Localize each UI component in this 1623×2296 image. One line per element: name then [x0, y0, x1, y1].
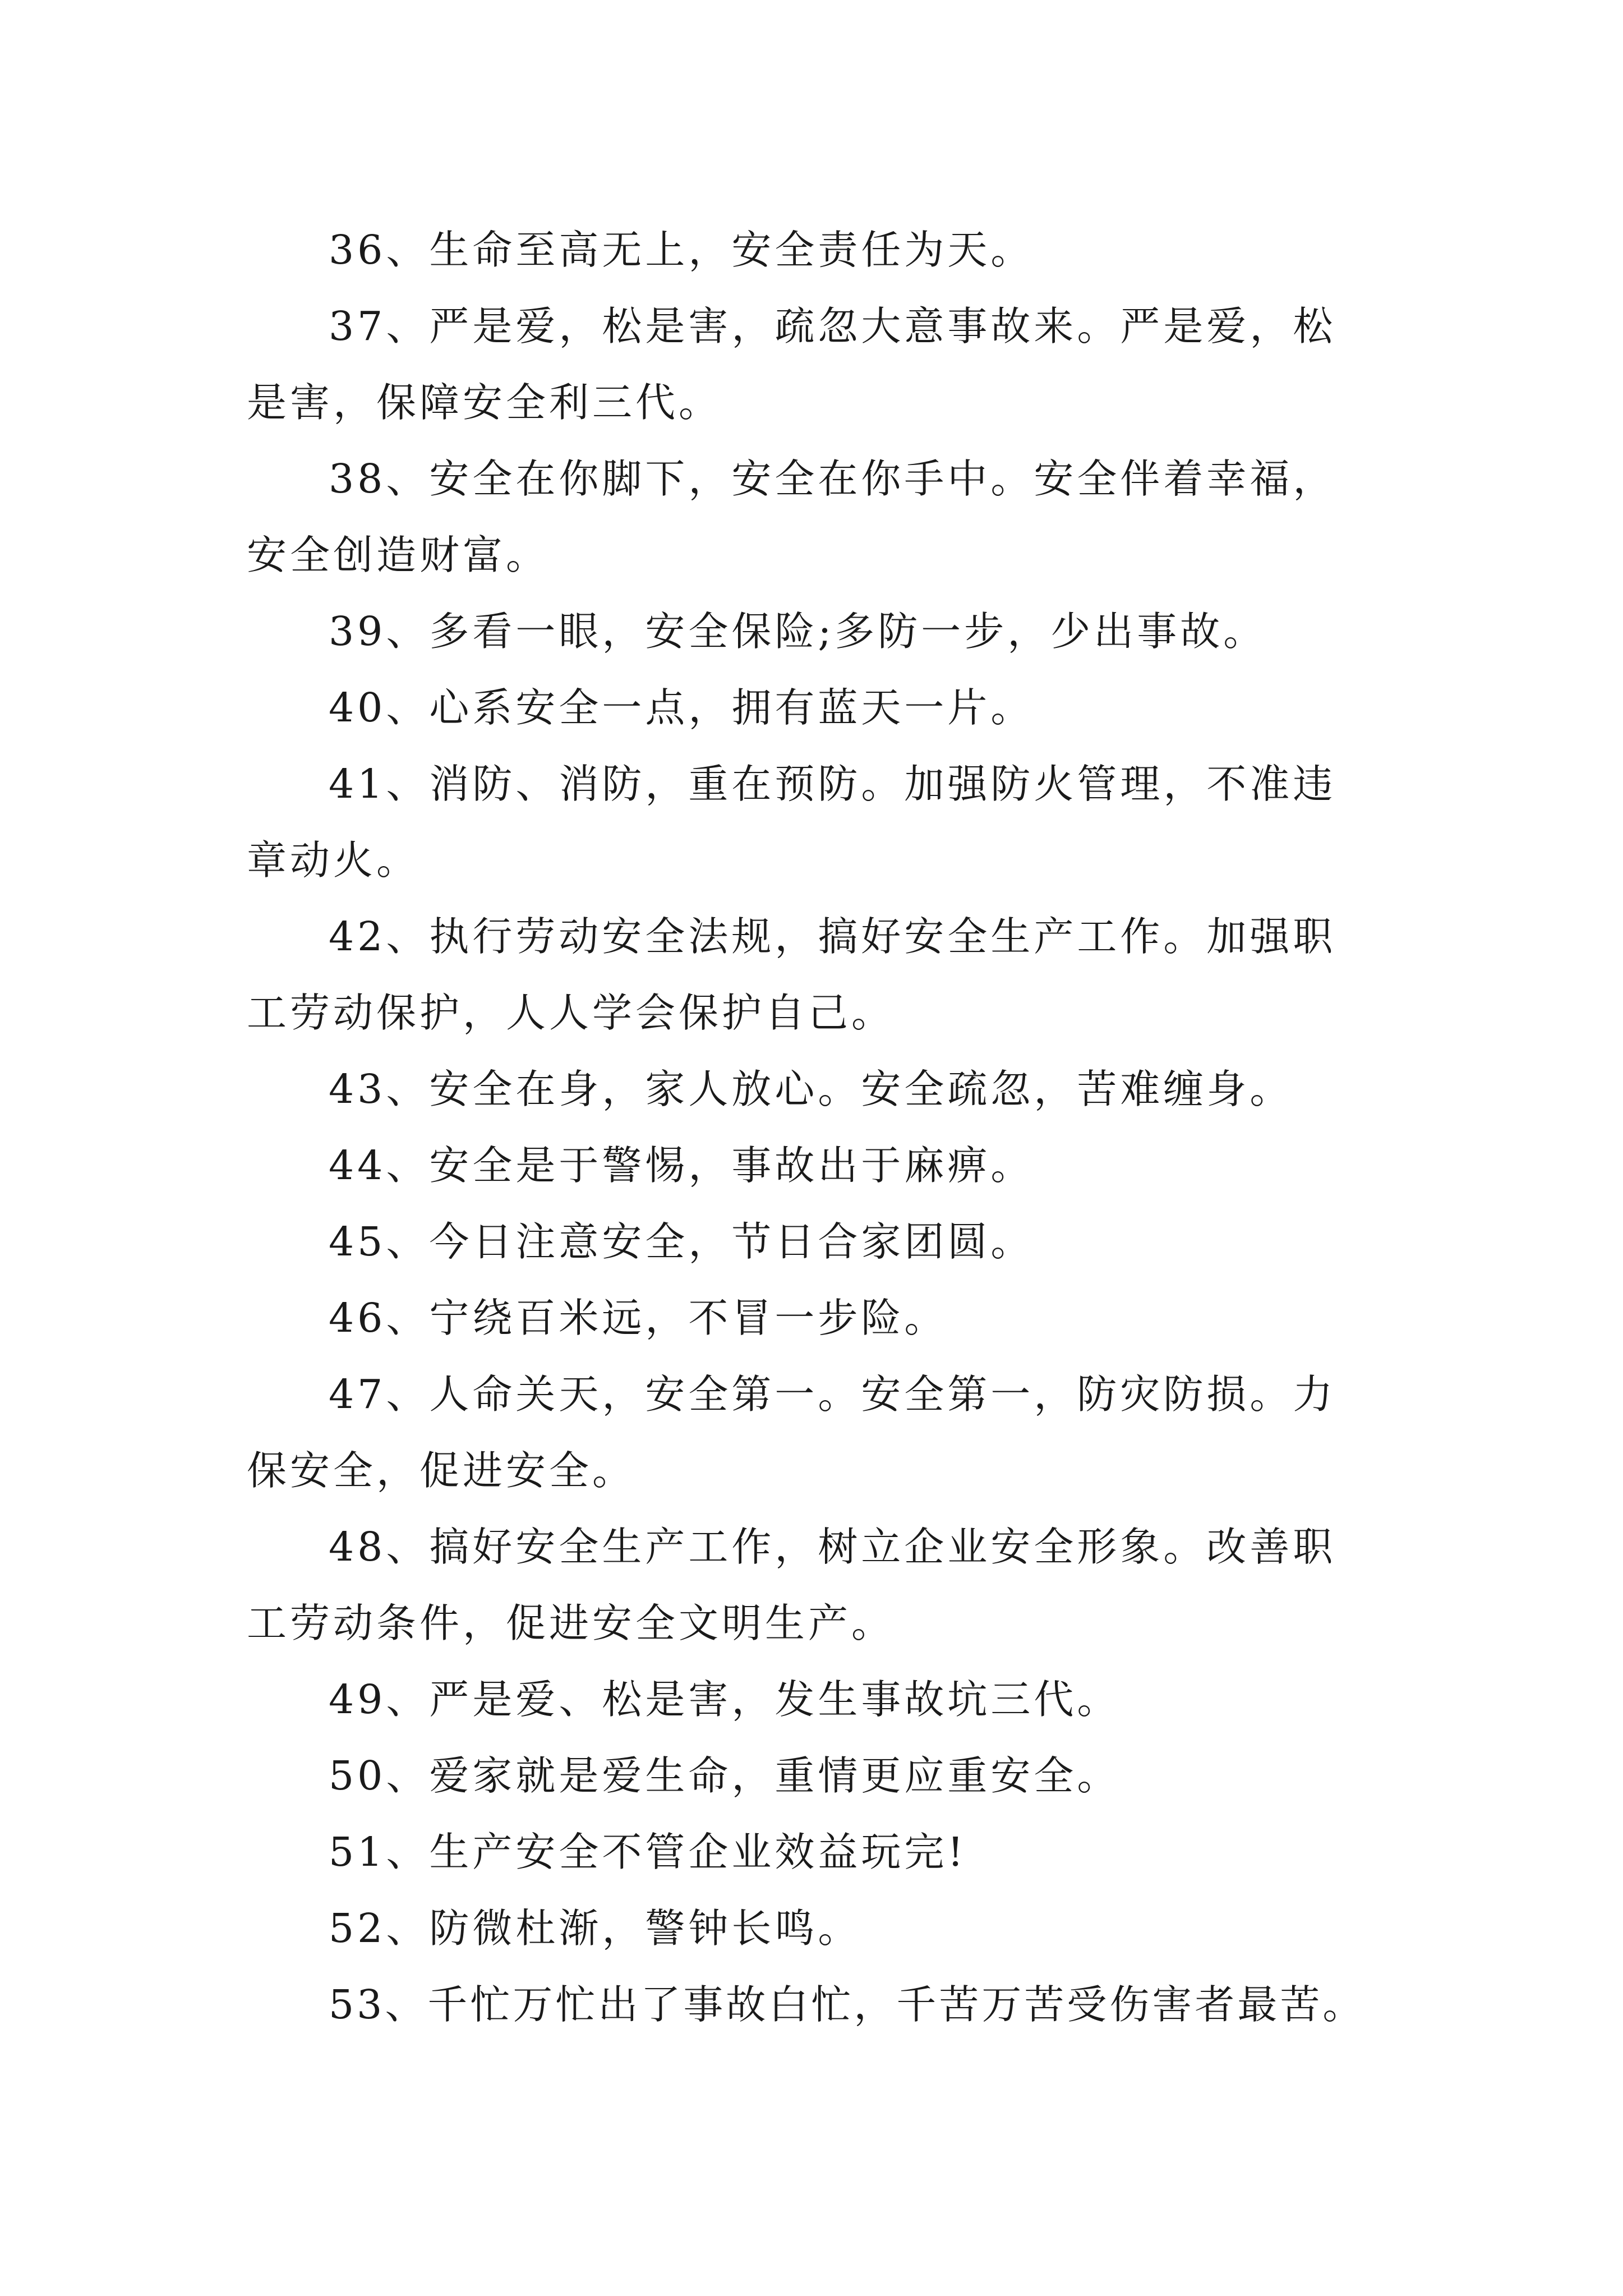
slogan-item-37: 37、严是爱，松是害，疏忽大意事故来。严是爱，松是害，保障安全利三代。: [247, 303, 1336, 426]
slogan-item-53: 53、千忙万忙出了事故白忙，千苦万苦受伤害者最苦。: [329, 1981, 1366, 2028]
slogan-item-43: 43、安全在身，家人放心。安全疏忽，苦难缠身。: [329, 1066, 1293, 1112]
slogan-item-49: 49、严是爱、松是害，发生事故坑三代。: [329, 1676, 1121, 1723]
slogan-item-46: 46、宁绕百米远，不冒一步险。: [329, 1295, 948, 1341]
slogan-item-51: 51、生产安全不管企业效益玩完!: [329, 1829, 967, 1875]
slogan-item-44: 44、安全是于警惕，事故出于麻痹。: [329, 1142, 1034, 1189]
slogan-list: [247, 212, 1374, 2043]
slogan-item-36: 36、生命至高无上，安全责任为天。: [329, 227, 1034, 273]
slogan-item-41: 41、消防、消防，重在预防。加强防火管理，不准违章动火。: [247, 761, 1336, 884]
slogan-item-42: 42、执行劳动安全法规，搞好安全生产工作。加强职工劳动保护，人人学会保护自己。: [247, 913, 1336, 1036]
slogan-item-47: 47、人命关天，安全第一。安全第一，防灾防损。力保安全，促进安全。: [247, 1371, 1336, 1494]
slogan-item-38: 38、安全在你脚下，安全在你手中。安全伴着幸福，安全创造财富。: [247, 455, 1336, 578]
slogan-item-50: 50、爱家就是爱生命，重情更应重安全。: [329, 1752, 1121, 1799]
slogan-item-40: 40、心系安全一点，拥有蓝天一片。: [329, 684, 1034, 731]
slogan-item-39: 39、多看一眼，安全保险;多防一步，少出事故。: [329, 608, 1267, 655]
slogan-item-52: 52、防微杜渐，警钟长鸣。: [329, 1905, 861, 1952]
slogan-item-45: 45、今日注意安全，节日合家团圆。: [329, 1218, 1034, 1265]
slogan-item-48: 48、搞好安全生产工作，树立企业安全形象。改善职工劳动条件，促进安全文明生产。: [247, 1524, 1336, 1646]
